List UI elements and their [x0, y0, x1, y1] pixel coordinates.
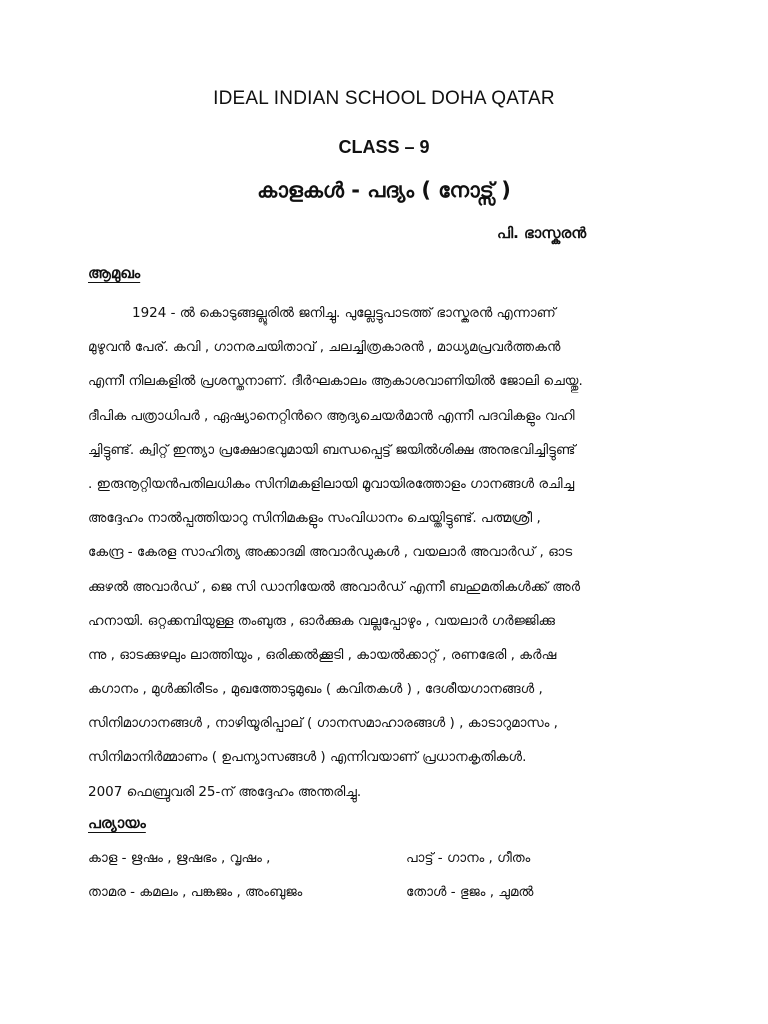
- synonyms-heading: പര്യായം: [88, 814, 146, 832]
- intro-line: അദ്ദേഹം നാൽപ്പത്തിയാറു സിനിമകളും സംവിധാനം ചെയ്തിട്ടുണ്ട്. പത്മശ്രീ ,: [88, 510, 541, 527]
- school-name: IDEAL INDIAN SCHOOL DOHA QATAR: [213, 88, 555, 109]
- synonym-entry: തോൾ - ഭുജം , ചുമൽ: [406, 884, 534, 900]
- intro-line: സിനിമാഗാനങ്ങൾ , നാഴിയൂരിപ്പാല് ( ഗാനസമാഹാരങ്ങൾ ) , കാടാറുമാസം ,: [88, 715, 558, 732]
- intro-line: ക്കുഴൽ അവാർഡ് , ജെ സി ഡാനിയേൽ അവാർഡ് എന്നീ ബഹുമതികൾക്ക് അർ: [88, 578, 581, 595]
- intro-line: 1924 - ൽ കൊടുങ്ങല്ലൂരിൽ ജനിച്ചു. പുല്ലേട്ടുപാടത്ത് ഭാസ്കരൻ എന്നാണ്: [132, 305, 556, 321]
- intro-line: ച്ചിട്ടുണ്ട്. ക്വിറ്റ് ഇന്ത്യാ പ്രക്ഷോഭവുമായി ബന്ധപ്പെട്ട് ജയിൽശിക്ഷ അനുഭവിച്ചിട്ടുണ്ട്: [88, 441, 576, 458]
- intro-line: ന്നു , ഓടക്കുഴലും ലാത്തിയും , ഒരിക്കൽക്കൂടി , കായൽക്കാറ്റ് , രണഭേരി , കർഷ: [88, 646, 557, 663]
- class-label: CLASS – 9: [338, 137, 430, 157]
- intro-heading: ആമുഖം: [88, 264, 141, 282]
- poet-name: പി. ഭാസ്കരൻ: [497, 224, 587, 242]
- intro-line: സിനിമാനിർമ്മാണം ( ഉപന്യാസങ്ങൾ ) എന്നിവയാണ് പ്രധാനകൃതികൾ.: [88, 749, 527, 766]
- intro-line: . ഇരുനൂറ്റിയൻപതിലധികം സിനിമകളിലായി മൂവായിരത്തോളം ഗാനങ്ങൾ രചിച്ച: [88, 475, 575, 492]
- intro-line: മുഴുവൻ പേര്. കവി , ഗാനരചയിതാവ് , ചലച്ചിത്രകാരൻ , മാധ്യമപ്രവർത്തകൻ: [88, 339, 561, 356]
- intro-line: എന്നീ നിലകളിൽ പ്രശസ്തനാണ്. ദീർഘകാലം ആകാശവാണിയിൽ ജോലി ചെയ്തു.: [88, 373, 583, 390]
- intro-line: കേന്ദ്ര - കേരള സാഹിത്യ അക്കാദമി അവാർഡുകൾ , വയലാർ അവാർഡ് , ഓട: [88, 544, 573, 561]
- intro-line: ഹനായി. ഒറ്റക്കമ്പിയുള്ള തംബുരു , ഓർക്കുക വല്ലപ്പോഴും , വയലാർ ഗർജ്ജിക്കു: [88, 612, 555, 629]
- document-title: കാളകൾ - പദ്യം ( നോട്സ് ): [257, 178, 511, 202]
- intro-line: ദീപിക പത്രാധിപർ , ഏഷ്യാനെറ്റിൻറെ ആദ്യചെയർമാൻ എന്നീ പദവികളും വഹി: [88, 407, 575, 424]
- intro-line: കഗാനം , മുൾക്കിരീടം , മുഖത്തോടുമുഖം ( കവിതകൾ ) , ദേശീയഗാനങ്ങൾ ,: [88, 681, 543, 698]
- synonym-row: [88, 850, 688, 866]
- synonym-row: [88, 884, 688, 900]
- intro-line: 2007 ഫെബ്രുവരി 25-ന് അദ്ദേഹം അന്തരിച്ചു.: [88, 783, 362, 800]
- synonym-entry: താമര - കമലം , പങ്കജം , അംബുജം: [88, 884, 303, 900]
- intro-paragraph: [88, 296, 678, 809]
- synonym-entry: പാട്ട് - ഗാനം , ഗീതം: [406, 850, 531, 866]
- synonym-entry: കാള - ഋഷം , ഋഷഭം , വൃഷം ,: [88, 850, 271, 866]
